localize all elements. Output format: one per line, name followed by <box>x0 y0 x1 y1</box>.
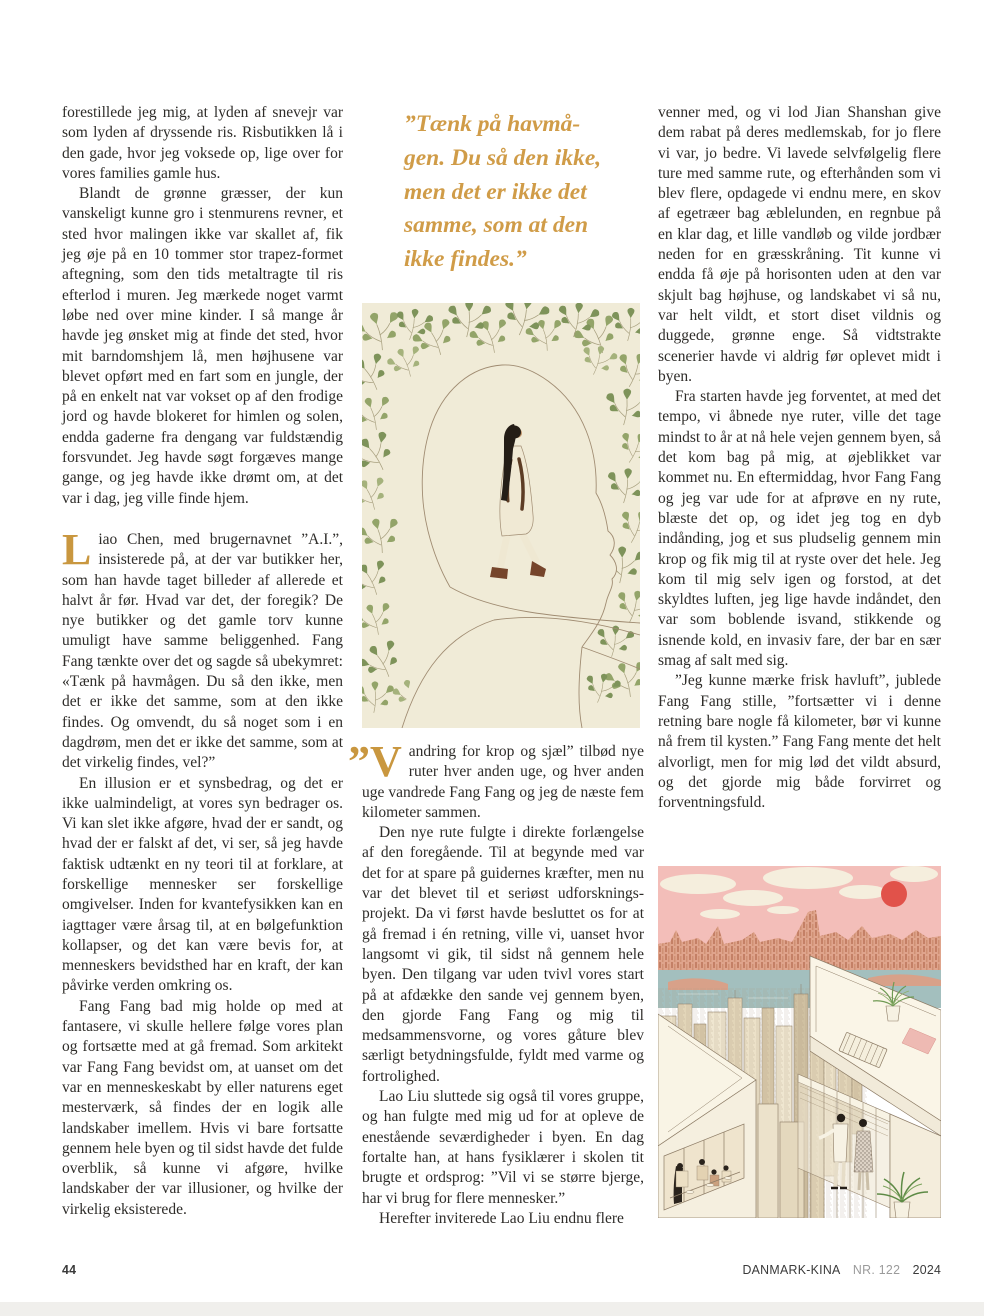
paragraph: Fra starten havde jeg forventet, at med det tempo, vi åbnede nye ruter, ville det tage mindst to år at nå hele vejen gennem byen, så det kom bag på mig, at øjeblikket var kommet nu. En eftermiddag, hvor Fang Fang og jeg var ude for at afprøve en ny rute, blæste det op, og idet jeg tog en dyb indånding, jog et sus pludselig gennem min krop og fik mig til at ryste over det hele. Jeg kom til mig selv igen og forstod, at det skyldtes luften, jeg lige havde indåndet, den var som boblende isvand, stikkende og isnende kold, en invasiv fare, der bar en sær smag af salt med sig. <box>658 388 941 670</box>
page-footer <box>62 1262 941 1277</box>
issue-year: 2024 <box>912 1262 941 1277</box>
paragraph: Liao Chen, med brugernavnet ”A.I.”, insisterede på, at der var butikker her, som han havde taget billeder af allerede et halvt år før. Hvad var det, der foregik? De nye butikker og det gamle torv kunne umuligt have samme beliggenhed. Fang Fang tænkte over det og sagde så ubekymret: «Tænk på havmågen. Du så den ikke, men det er ikke det samme, som at den ikke findes. Og omvendt, du så noget som i en dagdrøm, men det er ikke det samme, som at det virkelig findes, vel?” <box>62 524 343 772</box>
magazine-info <box>742 1262 941 1277</box>
paragraph: venner med, og vi lod Jian Shanshan give dem rabat på deres medlemskab, for jo flere vi var, jo bedre. Vi lavede selvfølgelig flere ture med samme rute, og efterhånden som vi blev flere, opdagede vi endnu mere, en skov af egetræer bag æblelunden, en regnbue på en klar dag, et lille vandløb og vilde jordbær neden for en græsskråning. Tit kunne vi endda få øje på horisonten uden at den var skjult bag højhuse, og landskabet vi så nu, var helt vildt, et stort diset vildnis og duggede, grønne enge. Så vidtstrakte scenerier havde vi aldrig før oplevet midt i byen. <box>658 104 941 385</box>
paragraph: ”V andring for krop og sjæl” tilbød nye ruter hver anden uge, og hver anden uge vandrede Fang Fang og jeg de næste fem kilometer sammen. <box>348 737 644 821</box>
page-bottom-edge <box>0 1302 984 1316</box>
paragraph: forestillede jeg mig, at lyden af snevejr var som lyden af dryssende ris. Risbutikken lå i den gade, hvor jeg voksede op, lige over for vores families gamle hus. <box>62 104 343 182</box>
paragraph: ”Jeg kunne mærke frisk havluft”, jublede Fang Fang stille, ”fortsætter vi i denne retning bare nogle få kilometer, bør vi kunne nå frem til kysten.” Fang Fang mente det helt alvorligt, men for mig lød det vildt absurd, og det gjorde mig både forvirret og forventningsfuld. <box>658 672 941 812</box>
paragraph: Lao Liu sluttede sig også til vores gruppe, og han fulgte med mig ud for at opleve de enestående seværdigheder i byen. En dag fortalte han, at hans fysiklærer i skolen tit brugte et ordsprog: ”Vil vi se større bjerge, har vi brug for flere mennesker.” <box>362 1088 644 1207</box>
paragraph: Fang Fang bad mig holde op med at fantasere, vi skulle hellere følge vores plan og fortsætte med at gå fremad. Som arkitekt var Fang Fang bevidst om, at uanset om det var en menneskeskabt by eller naturens eget mesterværk, så findes der en logik alle landskaber imellem. Hvis vi bare fortsatte gennem hele byen og til sidst havde det fulde overblik, så kunne vi afgøre, hvilke landskaber der var illusioner, og hvilke der virkelig eksisterede. <box>62 997 343 1218</box>
page-number: 44 <box>62 1262 77 1277</box>
section-liao-chen <box>62 524 343 1220</box>
pull-quote-line: men det er ikke det <box>404 178 587 205</box>
drop-cap-v: ”V <box>348 737 402 786</box>
column-2 <box>348 737 644 1229</box>
pull-quote-line: ”Tænk på havmå- <box>404 111 581 137</box>
pull-quote <box>404 108 650 277</box>
column-1 <box>62 103 343 1220</box>
pull-quote-line: gen. Du så den ikke, <box>404 144 602 171</box>
paragraph: En illusion er et synsbedrag, og det er ikke ualmindeligt, at vores syn bedrager os. Vi kan slet ikke afgøre, hvad der er sandt, og hvad der er falskt af det, vi ser, så jeg havde faktisk udtænkt en ny teori til at forklare, at forskellige mennesker ser forskellige omgivelser. Inden for kvantefysikken kan en iagttager være årsag til, at en bølgefunktion kollapser, og det kan være bevis for, at menneskers bevidsthed har en kraft, der kan påvirke verden omkring os. <box>62 774 343 995</box>
sun <box>881 881 907 907</box>
rooftop-cityscape-illustration <box>658 866 941 1218</box>
head-profile-walk-illustration <box>362 303 640 728</box>
paragraph: Blandt de grønne græsser, der kun vanskeligt kunne gro i stenmurens revner, et sted hvor malingen ikke var skallet af, fik jeg øje på en 10 tommer stor trapez-formet aftegning, som den tids metaltragte til ris efterlod i muren. Jeg mærkede noget varmt løbe ned over mine kinder. I så mange år havde jeg ønsket mig at finde det sted, hvor mit barndomshjem lå, men højhusene var blevet opført med en fart som en jungle, der på en enkelt nat var vokset op af den frodige jord og havde blokeret for himlen og solen, endda gaderne fra dengang var fuldstændig forsvundet. Jeg havde søgt forgæves mange gange, og jeg havde ikke drømt om, at det var i dag, jeg ville finde hjem. <box>62 185 343 507</box>
magazine-title: DANMARK-KINA <box>742 1262 841 1277</box>
paragraph: Den nye rute fulgte i direkte forlængelse af den foregående. Til at begynde med var det for at spare på guidernes kræfter, men nu var det blevet til et seriøst udforsknings-projekt. Da vi først havde besluttet os for at gå fremad i én retning, ville vi, uanset hvor langsomt vi gik, til sidst nå gennem hele byen. Den tilgang var uden tvivl vores start på at afdække den sande vej gennem byen, den gjorde Fang Fang og mig til medsammensvorne, og vores gåture blev særligt betydningsfulde, fyldt med varme og fortrolighed. <box>362 824 644 1085</box>
issue-number: NR. 122 <box>852 1262 901 1277</box>
pull-quote-line: samme, som at den <box>404 212 589 239</box>
paragraph: Herefter inviterede Lao Liu endnu flere <box>379 1209 624 1227</box>
column-3 <box>658 103 941 813</box>
drop-cap-l: L <box>62 524 92 574</box>
pull-quote-line: ikke findes.” <box>404 246 527 273</box>
